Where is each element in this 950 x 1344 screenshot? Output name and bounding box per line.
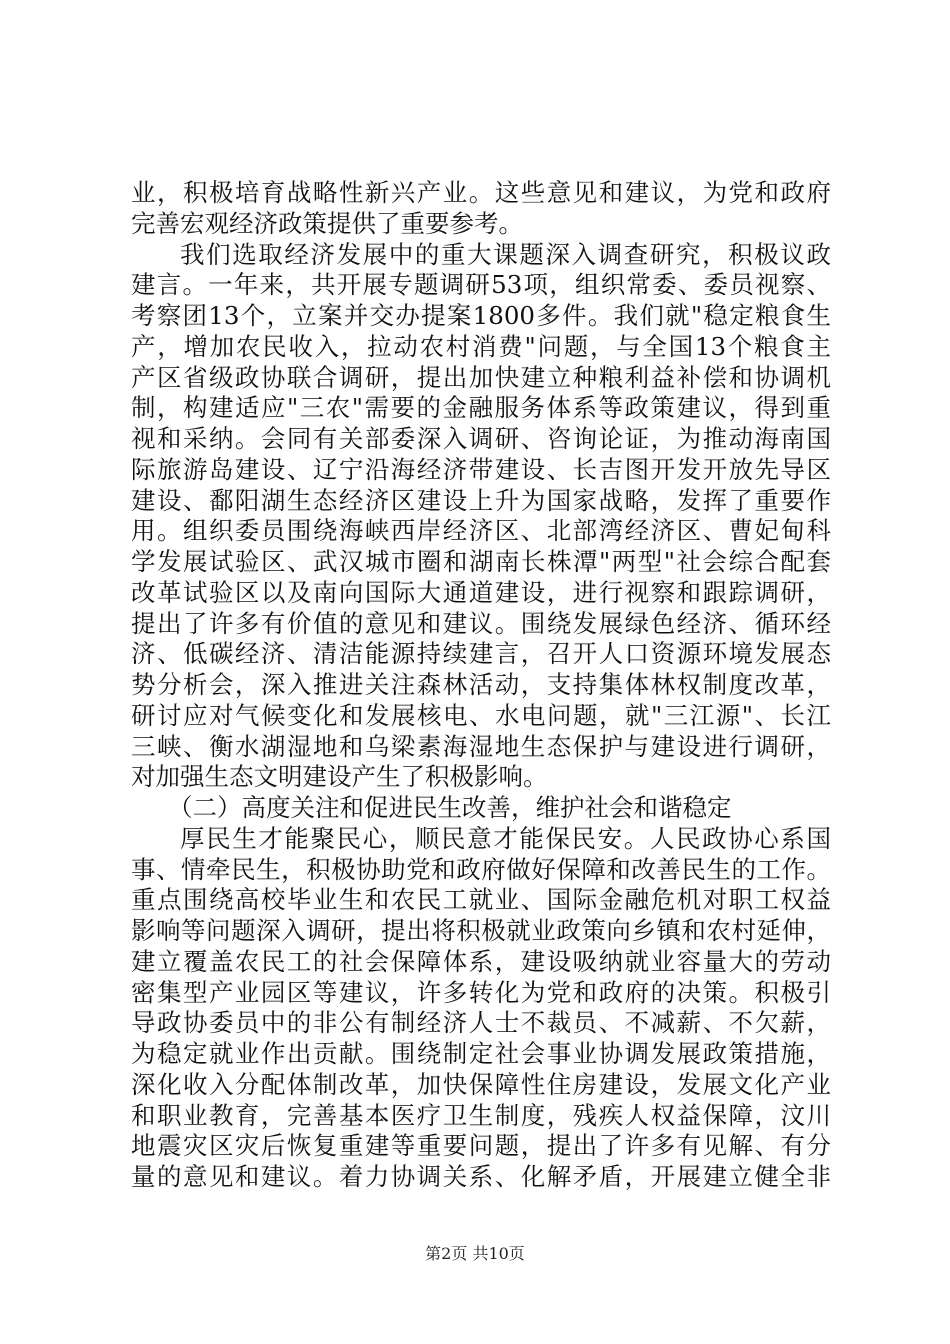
text-line: 深化收入分配体制改革，加快保障性住房建设，发展文化产业 [131,1069,831,1099]
text-line: 用。组织委员围绕海峡西岸经济区、北部湾经济区、曹妃甸科 [131,516,831,546]
text-line: 事、情牵民生，积极协助党和政府做好保障和改善民生的工作。 [131,854,831,884]
text-line: 考察团13个，立案并交办提案1800多件。我们就"稳定粮食生 [131,301,831,330]
text-line: 厚民生才能聚民心，顺民意才能保民安。人民政协心系国 [180,823,831,853]
text-line: 和职业教育，完善基本医疗卫生制度，残疾人权益保障，汶川 [131,1100,831,1130]
text-line: 视和采纳。会同有关部委深入调研、咨询论证，为推动海南国 [131,424,831,453]
text-line: 提出了许多有价值的意见和建议。围绕发展绿色经济、循环经 [131,608,831,638]
text-line: 建言。一年来，共开展专题调研53项，组织常委、委员视察、 [131,270,831,300]
text-line: 量的意见和建议。着力协调关系、化解矛盾，开展建立健全非 [131,1162,831,1191]
text-line: 完善宏观经济政策提供了重要参考。 [131,208,523,238]
text-line: 产区省级政协联合调研，提出加快建立种粮利益补偿和协调机 [131,362,831,392]
body-text [131,178,831,1193]
text-line: 影响等问题深入调研，提出将积极就业政策向乡镇和农村延伸， [131,916,831,945]
text-line: 势分析会，深入推进关注森林活动，支持集体林权制度改革， [131,670,831,699]
text-line: 为稳定就业作出贡献。围绕制定社会事业协调发展政策措施， [131,1039,831,1068]
text-line: 产，增加农民收入，拉动农村消费"问题，与全国13个粮食主 [131,331,831,361]
text-line: 导政协委员中的非公有制经济人士不裁员、不减薪、不欠薪， [131,1008,831,1038]
text-line: 业，积极培育战略性新兴产业。这些意见和建议，为党和政府 [131,178,831,207]
text-line: 我们选取经济发展中的重大课题深入调查研究，积极议政 [180,239,831,269]
text-line: 密集型产业园区等建议，许多转化为党和政府的决策。积极引 [131,977,831,1007]
text-line: 制，构建适应"三农"需要的金融服务体系等政策建议，得到重 [131,393,831,423]
text-line: 三峡、衡水湖湿地和乌梁素海湿地生态保护与建设进行调研， [131,731,831,761]
text-line: 对加强生态文明建设产生了积极影响。 [131,762,548,792]
text-line: 建立覆盖农民工的社会保障体系，建设吸纳就业容量大的劳动 [131,946,831,976]
text-line: 研讨应对气候变化和发展核电、水电问题，就"三江源"、长江 [131,700,831,730]
text-line: 学发展试验区、武汉城市圈和湖南长株潭"两型"社会综合配套 [131,547,831,576]
text-line: 重点围绕高校毕业生和农民工就业、国际金融危机对职工权益 [131,885,831,915]
text-line: 建设、鄱阳湖生态经济区建设上升为国家战略，发挥了重要作 [131,485,831,515]
text-line: 改革试验区以及南向国际大通道建设，进行视察和跟踪调研， [131,577,831,607]
page-footer: 第2页 共10页 [425,1244,525,1263]
text-line: 济、低碳经济、清洁能源持续建言，召开人口资源环境发展态 [131,639,831,669]
text-line: 际旅游岛建设、辽宁沿海经济带建设、长吉图开发开放先导区 [131,454,831,484]
text-line: 地震灾区灾后恢复重建等重要问题，提出了许多有见解、有分 [131,1131,831,1161]
section-heading: （二）高度关注和促进民生改善，维护社会和谐稳定 [168,793,732,822]
